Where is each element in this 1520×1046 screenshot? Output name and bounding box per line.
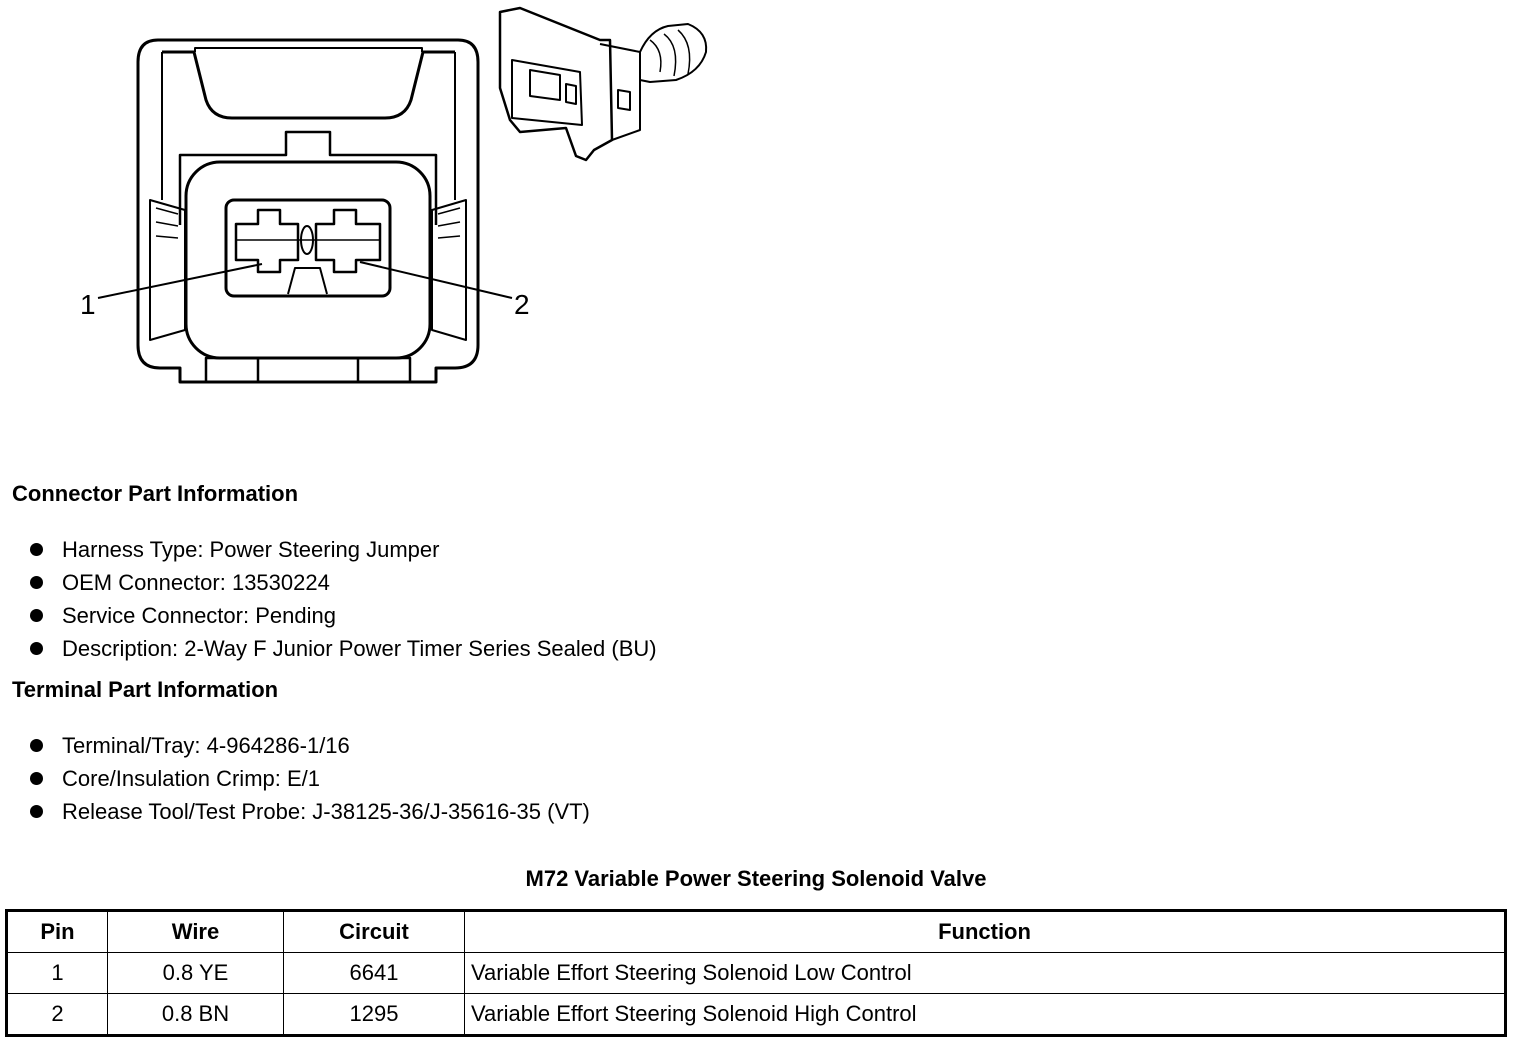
column-header-wire: Wire — [108, 911, 284, 953]
circuit-cell: 1295 — [284, 994, 465, 1036]
callout-2-leader — [360, 262, 512, 298]
latch-outline — [162, 52, 455, 118]
terminal-2 — [316, 210, 380, 272]
circuit-cell: 6641 — [284, 953, 465, 994]
bullet-icon — [30, 805, 43, 818]
terminal-info-heading: Terminal Part Information — [12, 677, 279, 702]
list-item: Core/Insulation Crimp: E/1 — [30, 762, 590, 795]
connector-face — [186, 162, 430, 358]
list-item: Description: 2-Way F Junior Power Timer Series Sealed (BU) — [30, 632, 657, 665]
callout-1-label: 1 — [80, 289, 96, 320]
column-header-function: Function — [465, 911, 1506, 953]
bullet-icon — [30, 772, 43, 785]
table-header-row — [7, 911, 1506, 953]
column-header-pin: Pin — [7, 911, 108, 953]
list-item: Service Connector: Pending — [30, 599, 657, 632]
terminal-cavity-frame — [226, 200, 390, 296]
bullet-icon — [30, 543, 43, 556]
wire-cell: 0.8 BN — [108, 994, 284, 1036]
bullet-icon — [30, 576, 43, 589]
bullet-icon — [30, 642, 43, 655]
connector-info-list — [30, 533, 657, 665]
bullet-icon — [30, 739, 43, 752]
table-row — [7, 953, 1506, 994]
bullet-icon — [30, 609, 43, 622]
pin-cell: 2 — [7, 994, 108, 1036]
function-cell: Variable Effort Steering Solenoid High Control — [465, 994, 1506, 1036]
list-item: Harness Type: Power Steering Jumper — [30, 533, 657, 566]
table-row — [7, 994, 1506, 1036]
terminal-1 — [236, 210, 298, 272]
connector-side-view — [500, 8, 706, 160]
connector-housing-outline — [138, 40, 478, 382]
pin-table — [5, 909, 1507, 1037]
callout-2-label: 2 — [514, 289, 530, 320]
connector-illustration — [0, 0, 760, 400]
list-item: OEM Connector: 13530224 — [30, 566, 657, 599]
column-header-circuit: Circuit — [284, 911, 465, 953]
connector-info-heading: Connector Part Information — [12, 481, 299, 506]
terminal-info-list — [30, 729, 590, 828]
pin-cell: 1 — [7, 953, 108, 994]
function-cell: Variable Effort Steering Solenoid Low Control — [465, 953, 1506, 994]
callout-1-leader — [98, 264, 262, 298]
table-title: M72 Variable Power Steering Solenoid Valve — [525, 866, 987, 891]
wire-cell: 0.8 YE — [108, 953, 284, 994]
list-item: Release Tool/Test Probe: J-38125-36/J-35616-35 (VT) — [30, 795, 590, 828]
list-item: Terminal/Tray: 4-964286-1/16 — [30, 729, 590, 762]
